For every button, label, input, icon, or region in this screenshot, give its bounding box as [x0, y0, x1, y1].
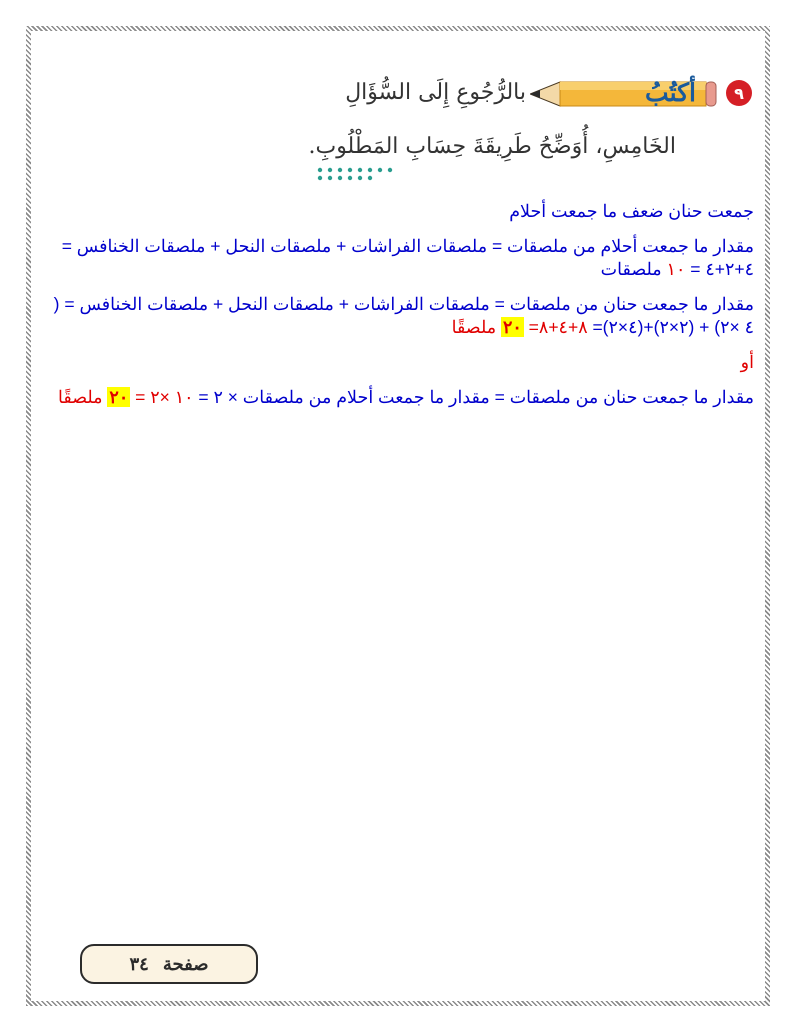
question-title-line1: بالرُّجُوعِ إِلَى السُّؤَالِ — [345, 80, 526, 105]
question-header — [52, 72, 752, 182]
page-number-box — [80, 944, 258, 984]
statement-line: جمعت حنان ضعف ما جمعت أحلام — [509, 201, 754, 221]
alternative-answer-highlight: ٢٠ — [109, 387, 129, 407]
hanan-answer-highlight: ٢٠ — [503, 317, 522, 337]
dotted-underline-decoration — [52, 72, 752, 182]
hanan-unit: ملصقًا — [451, 317, 501, 337]
ahlam-total: ١٠ — [666, 259, 686, 279]
page-word: صفحة — [162, 953, 209, 975]
ahlam-calculation — [46, 235, 754, 281]
hanan-sum: ٨+٤+٨= — [523, 317, 588, 337]
answer-content — [46, 200, 754, 421]
hanan-calculation — [46, 293, 754, 339]
alternative-expression: مقدار ما جمعت حنان من ملصقات = مقدار ما جمعت أحلام من ملصقات × ٢ = — [193, 387, 754, 407]
ahlam-unit: ملصقات — [600, 259, 667, 279]
or-label: أو — [740, 352, 754, 372]
hanan-expression: مقدار ما جمعت حنان من ملصقات = ملصقات الفراشات + ملصقات النحل + ملصقات الخنافس = ( ٤ ×٢) + (٢×٢)+(٤×٢)= — [53, 294, 754, 337]
question-title-line2: الخَامِسِ، أُوَضِّحُ طَرِيقَةَ حِسَابِ المَطْلُوبِ. — [308, 134, 676, 159]
page-number: ٣٤ — [129, 953, 149, 975]
alternative-unit: ملصقًا — [58, 387, 108, 407]
alternative-calc: ١٠ ×٢ = — [130, 387, 194, 407]
alternative-calculation — [46, 386, 754, 409]
banner-label: أكتُبُ — [645, 78, 696, 107]
ahlam-expression: مقدار ما جمعت أحلام من ملصقات = ملصقات الفراشات + ملصقات النحل + ملصقات الخنافس = ٤+٢+٤ = — [61, 236, 754, 279]
question-number-badge: ٩ — [726, 80, 752, 106]
